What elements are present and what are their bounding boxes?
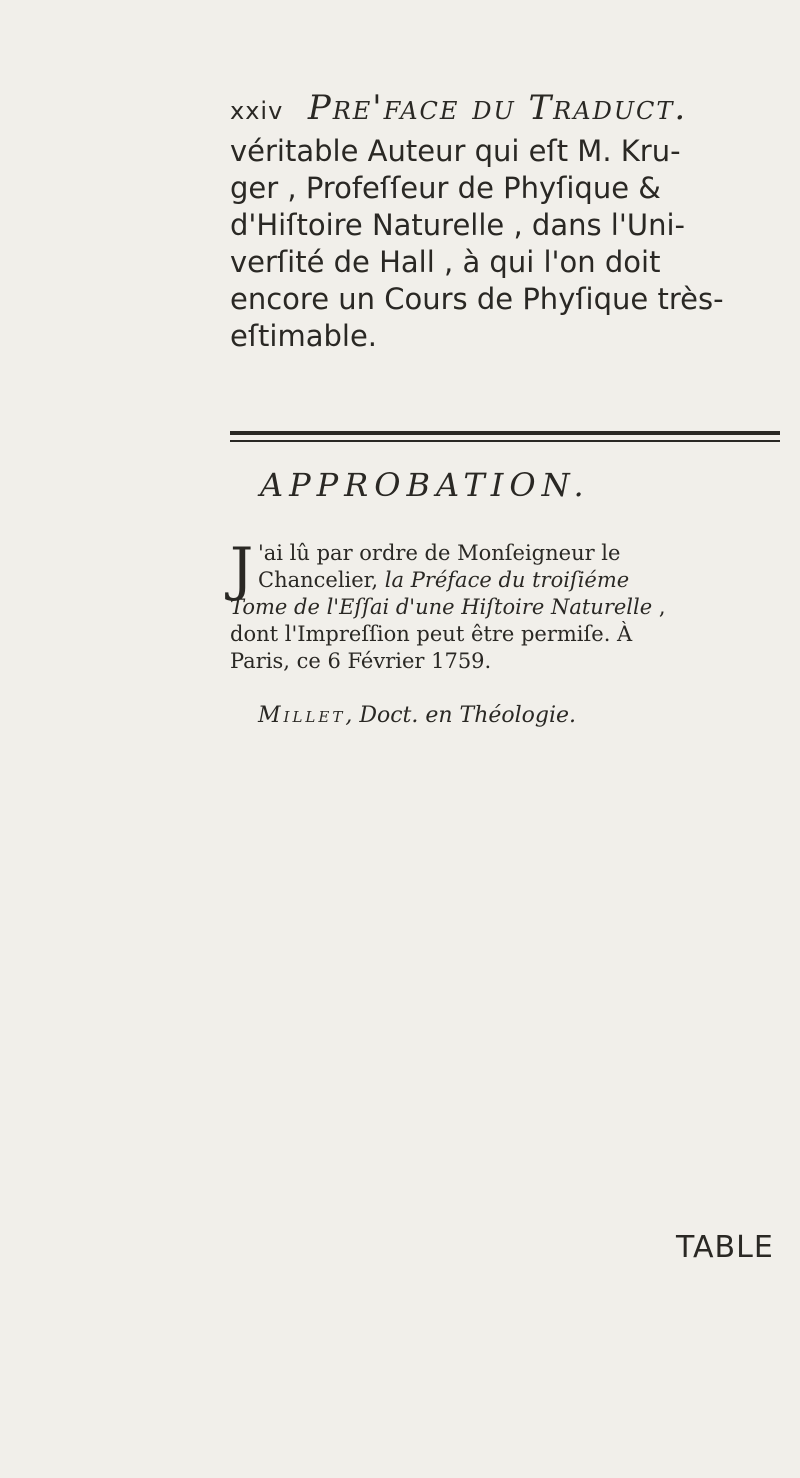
text-line: eſtimable. xyxy=(230,319,378,353)
approval-line xyxy=(230,567,790,594)
approval-line: dont l'Impreſſion peut être permiſe. À xyxy=(230,622,633,646)
approval-italic: la Préface du troiſiéme xyxy=(384,568,630,592)
approval-italic: Tome de l'Eſſai d'une Hiſtoire Naturelle xyxy=(230,595,653,619)
catchword: TABLE xyxy=(676,1230,774,1265)
signature-title: , Doct. en Théologie. xyxy=(345,703,577,728)
running-head xyxy=(230,88,770,128)
text-line: verſité de Hall , à qui l'on doit xyxy=(230,245,661,279)
approval-roman: , xyxy=(652,595,666,619)
signature-name: Millet xyxy=(258,703,346,728)
page-number: xxiv xyxy=(230,97,284,125)
approbation-text xyxy=(230,535,790,675)
divider-thin xyxy=(230,440,780,442)
text-line: d'Hiſtoire Naturelle , dans l'Uni- xyxy=(230,208,685,242)
approval-line xyxy=(230,594,790,621)
text-line: véritable Auteur qui eſt M. Kru- xyxy=(230,134,681,168)
drop-cap: J xyxy=(230,535,254,603)
running-head-title: Pre'face du Traduct. xyxy=(307,88,688,128)
approbation-heading: APPROBATION. xyxy=(260,466,590,504)
text-line: encore un Cours de Phyſique très- xyxy=(230,282,724,316)
text-line: ger , Profeſſeur de Phyſique & xyxy=(230,171,661,205)
approval-line: 'ai lû par ordre de Monſeigneur le xyxy=(258,541,621,565)
preface-paragraph xyxy=(230,133,790,355)
approval-roman: Chancelier, xyxy=(258,568,385,592)
signature xyxy=(258,703,778,728)
divider-thick xyxy=(230,431,780,435)
approval-line: Paris, ce 6 Février 1759. xyxy=(230,649,492,673)
